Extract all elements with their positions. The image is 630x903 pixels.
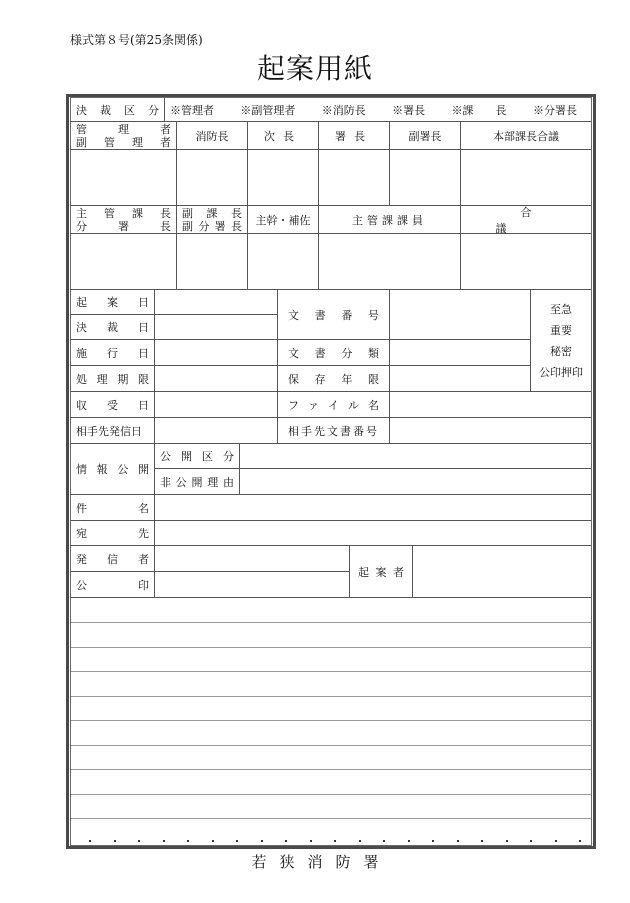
received-label: [71, 392, 155, 418]
ruled-line: [71, 622, 591, 623]
label-char: 類: [367, 346, 379, 360]
official-seal-option[interactable]: 公印押印: [539, 365, 583, 379]
official-seal-label: [71, 572, 155, 598]
label-char: 公: [160, 450, 171, 463]
label-char: 信: [107, 552, 118, 566]
label-line: 副 管 理 者: [76, 135, 171, 149]
label-char: 案: [375, 565, 387, 579]
secret-option[interactable]: 秘密: [550, 344, 572, 358]
decision-options: [165, 98, 591, 122]
deadline-field[interactable]: [155, 366, 278, 392]
chief-assistant-stamp-box[interactable]: [248, 234, 319, 290]
disclosure-category-field[interactable]: [240, 444, 591, 469]
nondisclosure-reason-field[interactable]: [240, 469, 591, 495]
chief-assistant-header: 主幹・補佐: [248, 206, 319, 234]
station-chief-stamp-box[interactable]: [319, 150, 390, 206]
binding-dot: [530, 840, 532, 842]
partner-doc-number-field[interactable]: [390, 418, 591, 444]
binding-dot: [310, 840, 312, 842]
important-option[interactable]: 重要: [550, 323, 572, 337]
label-char: ル: [348, 398, 359, 412]
label-char: 理: [96, 372, 108, 386]
deputy-chief-stamp-box[interactable]: [248, 150, 319, 206]
label-char: 印: [138, 578, 149, 592]
file-name-label: [278, 392, 390, 418]
decision-option-vice-manager[interactable]: ※副管理者: [240, 103, 296, 117]
binding-dots: [71, 839, 591, 843]
label-char: 日: [138, 296, 149, 309]
label-line: 副 分 署 長: [182, 219, 242, 233]
label-char: 宛: [76, 527, 87, 540]
ruled-line: [71, 671, 591, 672]
label-char: 者: [138, 552, 149, 566]
retention-label: [278, 366, 390, 392]
label-char: 裁: [107, 321, 118, 334]
vice-section-chief-stamp-box[interactable]: [177, 234, 248, 290]
ruled-line: [71, 769, 591, 770]
consultation-header: 合議: [461, 206, 591, 234]
draft-date-field[interactable]: [155, 290, 278, 315]
label-char: 非: [160, 475, 171, 489]
received-field[interactable]: [155, 392, 278, 418]
partner-sent-label: 相手先発信日: [71, 418, 155, 444]
binding-dot: [481, 840, 483, 842]
binding-dot: [506, 840, 508, 842]
label-char: 分: [341, 346, 353, 360]
doc-number-field[interactable]: [390, 290, 531, 340]
ruled-line: [71, 696, 591, 697]
retention-field[interactable]: [390, 366, 531, 392]
ruled-line: [71, 794, 591, 795]
label-char: 起: [358, 565, 369, 579]
label-char: 日: [138, 346, 149, 360]
binding-dot: [236, 840, 238, 842]
label-char: 裁: [100, 103, 111, 117]
label-char: ァ: [308, 398, 319, 412]
decision-option-fire-chief[interactable]: ※消防長: [321, 103, 366, 117]
fire-station-name: 若狭消防署: [251, 853, 392, 871]
subject-field[interactable]: [155, 495, 591, 521]
binding-dot: [89, 840, 91, 842]
hq-section-consult-header: 本部課長合議: [461, 122, 591, 150]
addressee-label: [71, 521, 155, 546]
draft-date-label: [71, 290, 155, 315]
manager-label: [71, 122, 177, 150]
label-char: 書: [314, 346, 326, 360]
label-line: 副 課 長: [182, 206, 242, 220]
enforcement-date-field[interactable]: [155, 340, 278, 366]
label-char: 公: [76, 578, 87, 592]
decision-option-branch-chief[interactable]: ※分署長: [532, 103, 577, 117]
label-char: 決: [76, 321, 87, 334]
decision-date-label: [71, 315, 155, 340]
label-char: 名: [368, 398, 379, 412]
label-char: 分: [148, 103, 159, 117]
label-char: 件: [76, 501, 87, 515]
manager-stamp-box[interactable]: [71, 150, 177, 206]
label-char: 日: [138, 398, 149, 412]
label-char: 報: [96, 463, 108, 476]
label-char: 起: [76, 296, 87, 309]
hq-section-consult-stamp-box[interactable]: [461, 150, 591, 206]
label-char: 公: [175, 475, 187, 489]
label-char: 区: [202, 450, 213, 463]
binding-dot: [457, 840, 459, 842]
partner-sent-field[interactable]: [155, 418, 278, 444]
enforcement-date-label: [71, 340, 155, 366]
decision-category-label: [71, 98, 165, 122]
doc-class-label: [278, 340, 390, 366]
deadline-label: [71, 366, 155, 392]
label-char: 情: [76, 463, 87, 476]
label-char: 公: [117, 463, 129, 476]
decision-option-manager[interactable]: ※管理者: [170, 103, 214, 117]
binding-dot: [187, 840, 189, 842]
binding-dot: [285, 840, 287, 842]
label-char: 開: [191, 475, 203, 489]
label-char: 案: [107, 296, 118, 309]
consultation-stamp-box[interactable]: [461, 234, 591, 290]
sender-label: [71, 546, 155, 572]
official-seal-field[interactable]: [155, 572, 350, 598]
label-char: 者: [393, 565, 404, 579]
section-staff-stamp-box[interactable]: [319, 234, 461, 290]
urgent-option[interactable]: 至急: [550, 302, 572, 316]
fire-chief-stamp-box[interactable]: [177, 150, 248, 206]
label-char: 文: [288, 308, 299, 322]
label-char: 文: [288, 346, 299, 360]
binding-dot: [334, 840, 336, 842]
binding-dot: [163, 840, 165, 842]
section-staff-header: 主管課課員: [319, 206, 461, 234]
label-char: 日: [138, 321, 149, 334]
decision-option-section-chief[interactable]: ※課 長: [451, 103, 507, 117]
section-chief-label: [71, 206, 177, 234]
label-char: 限: [137, 372, 149, 386]
label-char: 名: [138, 501, 149, 515]
ruled-line: [71, 720, 591, 721]
addressee-field[interactable]: [155, 521, 591, 546]
label-char: フ: [288, 398, 299, 412]
ruled-line: [71, 647, 591, 648]
label-char: 施: [76, 346, 87, 360]
label-char: 行: [107, 346, 118, 360]
label-char: 受: [107, 398, 118, 412]
label-char: 区: [124, 103, 135, 117]
label-char: 理: [207, 475, 219, 489]
label-char: 由: [223, 475, 234, 489]
ruled-line: [71, 745, 591, 746]
label-char: イ: [328, 398, 339, 412]
form-number-note: 様式第８号(第25条関係): [70, 33, 203, 47]
binding-dot: [383, 840, 385, 842]
file-name-field[interactable]: [390, 392, 591, 418]
label-char: 分: [223, 450, 234, 463]
label-line: 分 署 長: [76, 219, 171, 233]
deputy-station-chief-header: 副署長: [390, 122, 461, 150]
drafter-field[interactable]: [413, 546, 591, 598]
section-chief-stamp-box[interactable]: [71, 234, 177, 290]
deputy-chief-header: 次長: [248, 122, 319, 150]
sender-field[interactable]: [155, 546, 350, 572]
fire-chief-header: 消防長: [177, 122, 248, 150]
label-char: 決: [76, 103, 87, 117]
station-chief-header: 署長: [319, 122, 390, 150]
binding-dot: [408, 840, 410, 842]
label-line: 主 管 課 長: [76, 206, 171, 220]
nondisclosure-reason-label: [155, 469, 240, 495]
binding-dot: [579, 840, 581, 842]
ruled-line: [71, 818, 591, 819]
label-char: 号: [367, 308, 379, 322]
seal-options: [531, 290, 591, 392]
decision-option-station-chief[interactable]: ※署長: [392, 103, 426, 117]
vice-section-chief-label: [177, 206, 248, 234]
body-writing-area[interactable]: [71, 598, 591, 845]
document-title: 起案用紙: [256, 52, 373, 85]
form-grid: [70, 97, 592, 846]
binding-dot: [555, 840, 557, 842]
label-char: 先: [138, 527, 149, 540]
label-char: 存: [314, 372, 326, 386]
label-char: 発: [76, 552, 87, 566]
label-line: 管 理 者: [76, 122, 171, 136]
disclosure-category-label: [155, 444, 240, 469]
doc-class-field[interactable]: [390, 340, 531, 366]
label-char: 処: [76, 372, 87, 386]
binding-dot: [432, 840, 434, 842]
label-char: 開: [137, 463, 149, 476]
deputy-station-chief-stamp-box[interactable]: [390, 150, 461, 206]
label-char: 収: [76, 398, 87, 412]
disclosure-label: [71, 444, 155, 495]
label-char: 期: [117, 372, 129, 386]
decision-date-field[interactable]: [155, 315, 278, 340]
subject-label: [71, 495, 155, 521]
binding-dot: [114, 840, 116, 842]
binding-dot: [212, 840, 214, 842]
binding-dot: [261, 840, 263, 842]
label-char: 番: [341, 308, 353, 322]
doc-number-label: [278, 290, 390, 340]
drafter-label: [350, 546, 413, 598]
partner-doc-number-label: 相手先文書番号: [278, 418, 390, 444]
label-char: 書: [314, 308, 326, 322]
label-char: 限: [367, 372, 379, 386]
binding-dot: [138, 840, 140, 842]
label-char: 保: [288, 372, 299, 386]
binding-dot: [359, 840, 361, 842]
label-char: 開: [181, 450, 192, 463]
label-char: 年: [341, 372, 353, 386]
